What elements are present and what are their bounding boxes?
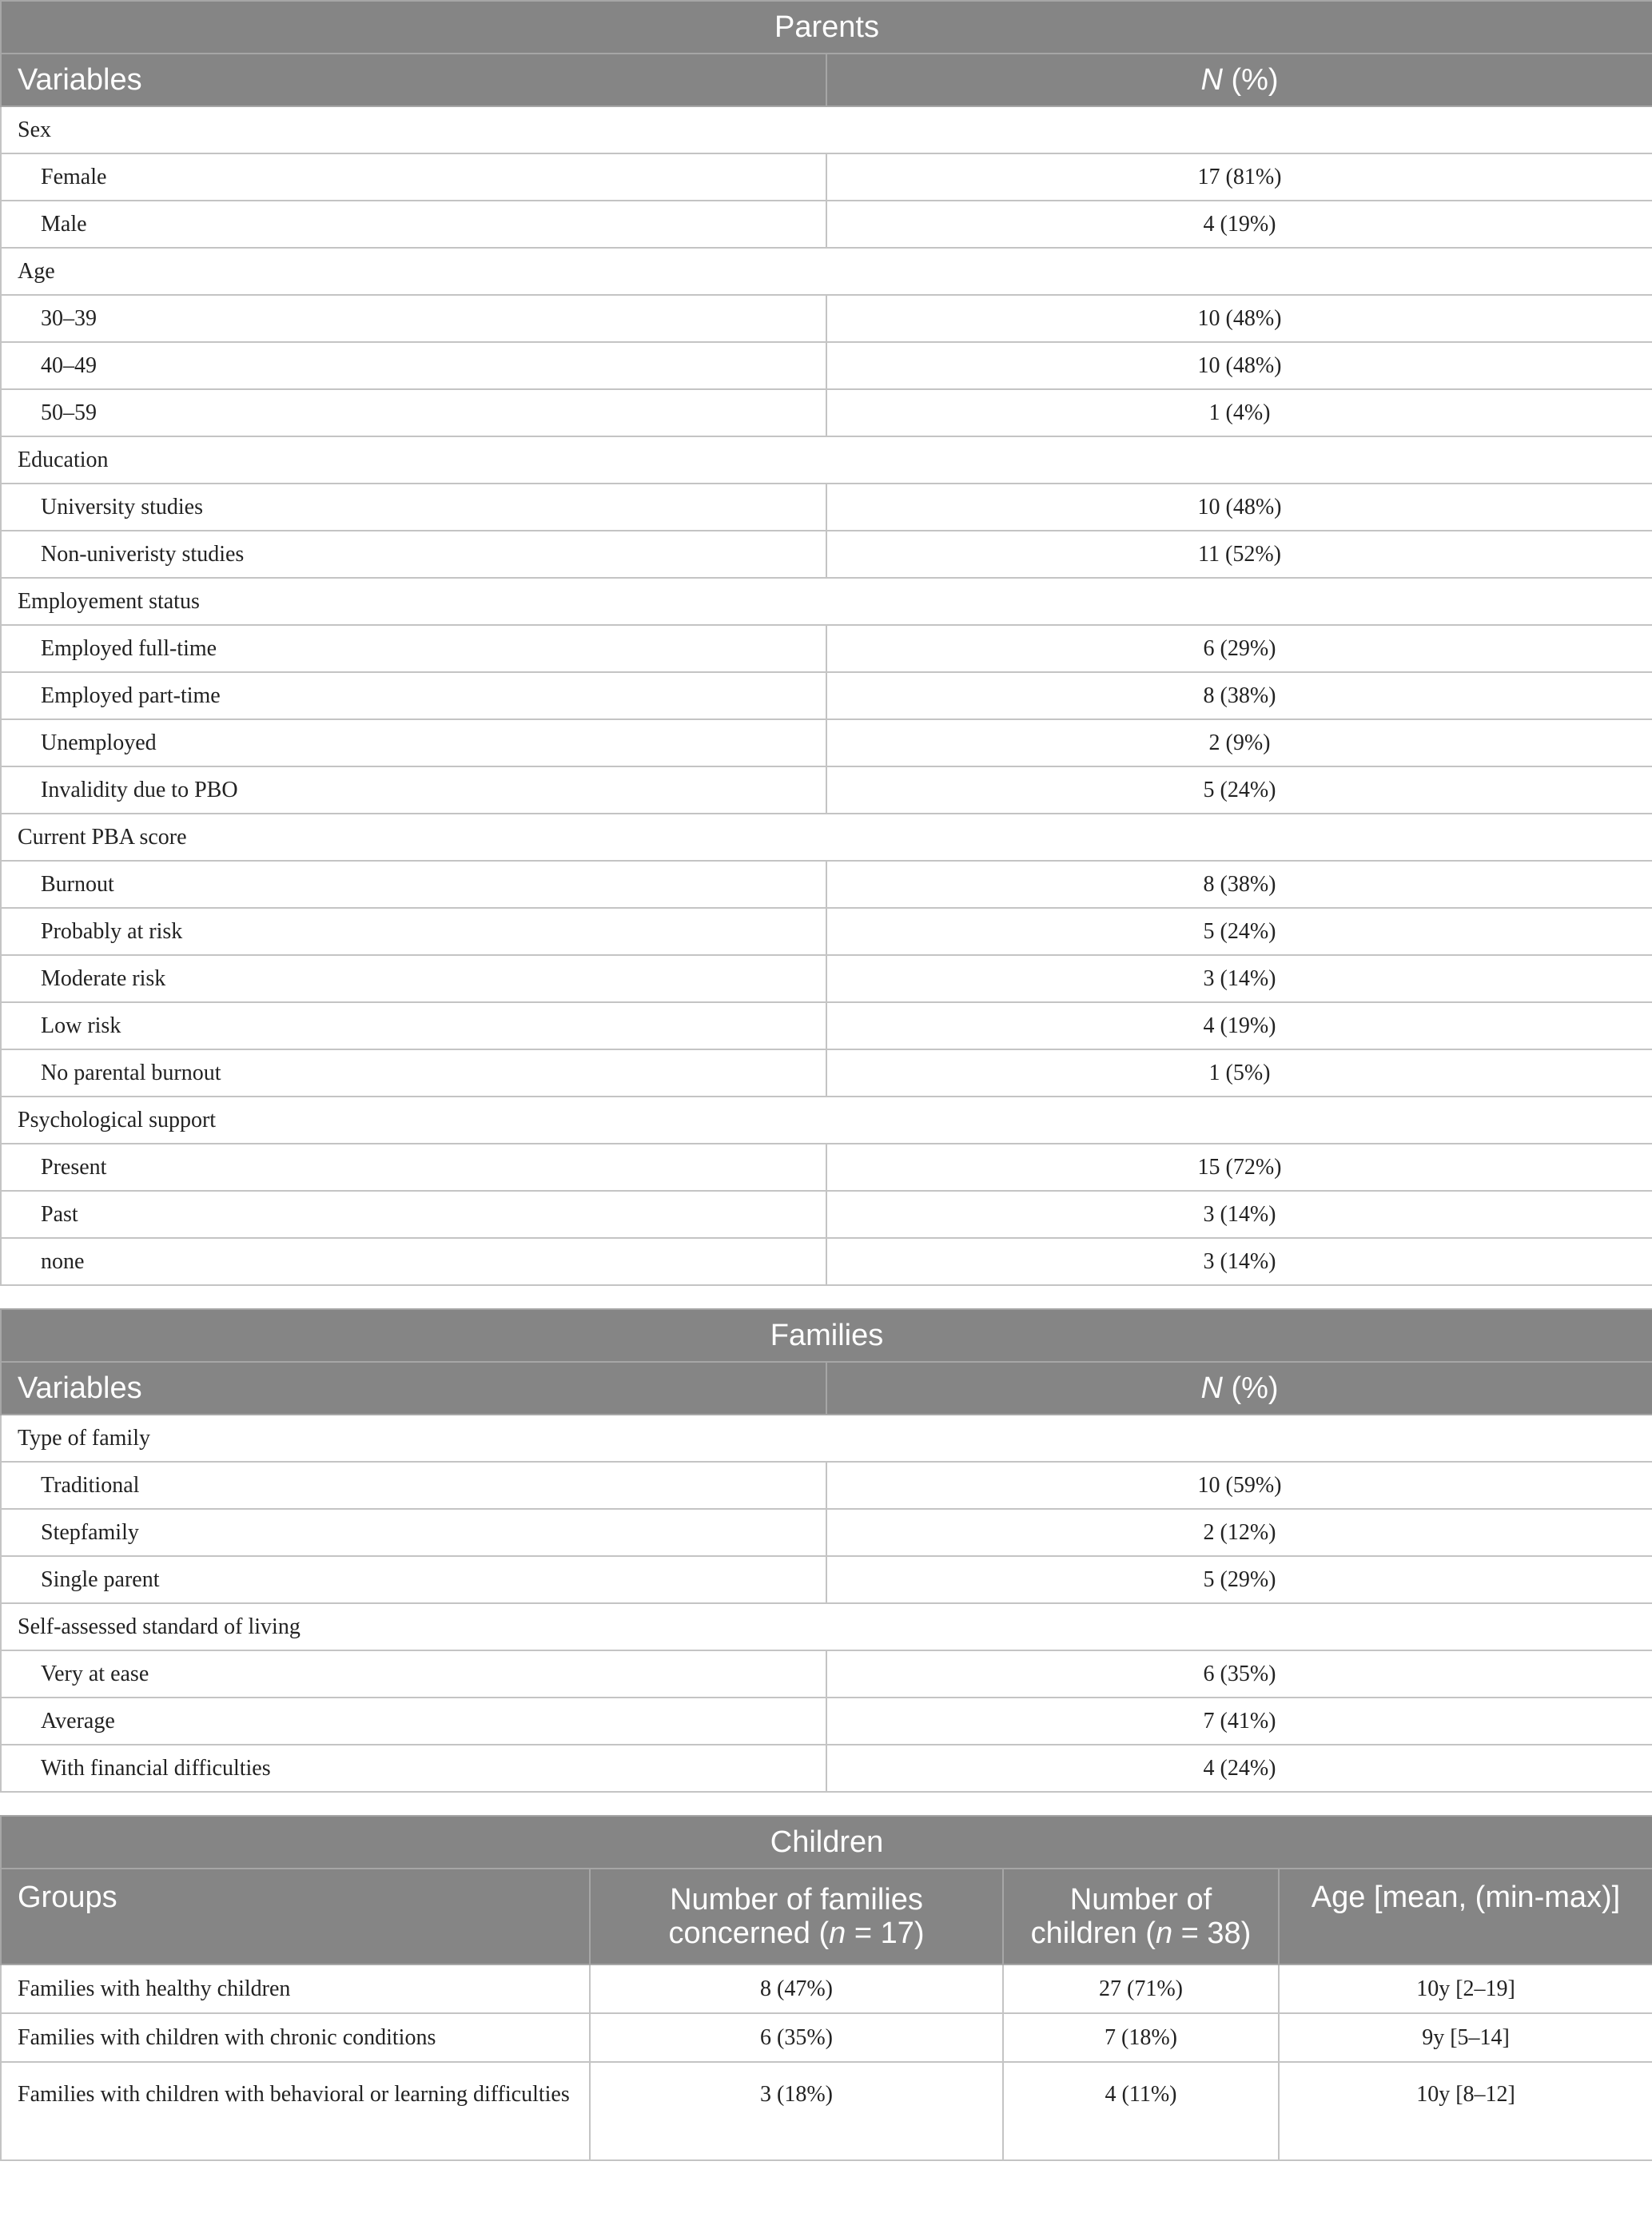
table-row: Single parent 5 (29%) (1, 1556, 1652, 1603)
table-row: Families with children with behavioral or learning difficulties 3 (18%) 4 (11%) 10y [8–12] (1, 2062, 1652, 2160)
category-employment: Employement status (1, 578, 1652, 625)
table-row: Past 3 (14%) (1, 1191, 1652, 1238)
table-row: Average 7 (41%) (1, 1698, 1652, 1745)
table-row: Stepfamily 2 (12%) (1, 1509, 1652, 1556)
families-count-header: Number of families concerned (n = 17) (590, 1869, 1003, 1964)
table-row: Moderate risk 3 (14%) (1, 955, 1652, 1002)
table-row: Traditional 10 (59%) (1, 1462, 1652, 1509)
category-standard-of-living: Self-assessed standard of living (1, 1603, 1652, 1650)
variables-header: Variables (1, 54, 826, 106)
variables-header: Variables (1, 1362, 826, 1415)
table-row: Burnout 8 (38%) (1, 861, 1652, 908)
table-row: With financial difficulties 4 (24%) (1, 1745, 1652, 1792)
children-title: Children (1, 1816, 1652, 1869)
table-row: Employed part-time 8 (38%) (1, 672, 1652, 719)
table-row: Male 4 (19%) (1, 201, 1652, 248)
age-header: Age [mean, (min-max)] (1279, 1869, 1652, 1964)
category-sex: Sex (1, 106, 1652, 153)
table-row: 40–49 10 (48%) (1, 342, 1652, 389)
category-family-type: Type of family (1, 1415, 1652, 1462)
table-row: Families with children with chronic conditions 6 (35%) 7 (18%) 9y [5–14] (1, 2013, 1652, 2062)
category-education: Education (1, 436, 1652, 484)
table-row: Employed full-time 6 (29%) (1, 625, 1652, 672)
families-title: Families (1, 1309, 1652, 1362)
category-psych-support: Psychological support (1, 1097, 1652, 1144)
table-row: Invalidity due to PBO 5 (24%) (1, 766, 1652, 814)
table-row: Probably at risk 5 (24%) (1, 908, 1652, 955)
n-percent-header: N (%) (826, 1362, 1652, 1415)
table-row: 50–59 1 (4%) (1, 389, 1652, 436)
table-row: none 3 (14%) (1, 1238, 1652, 1285)
n-percent-header: N (%) (826, 54, 1652, 106)
table-row: No parental burnout 1 (5%) (1, 1049, 1652, 1097)
table-row: Very at ease 6 (35%) (1, 1650, 1652, 1698)
table-row: Families with healthy children 8 (47%) 27 (71%) 10y [2–19] (1, 1964, 1652, 2013)
table-row: 30–39 10 (48%) (1, 295, 1652, 342)
table-row: Female 17 (81%) (1, 153, 1652, 201)
category-age: Age (1, 248, 1652, 295)
groups-header: Groups (1, 1869, 590, 1964)
table-row: Low risk 4 (19%) (1, 1002, 1652, 1049)
table-row: Non-univeristy studies 11 (52%) (1, 531, 1652, 578)
children-table (0, 1815, 1652, 2161)
families-table (0, 1308, 1652, 1793)
table-row: Unemployed 2 (9%) (1, 719, 1652, 766)
table-row: Present 15 (72%) (1, 1144, 1652, 1191)
table-row: University studies 10 (48%) (1, 484, 1652, 531)
category-pba-score: Current PBA score (1, 814, 1652, 861)
children-count-header: Number of children (n = 38) (1003, 1869, 1279, 1964)
parents-title: Parents (1, 1, 1652, 54)
